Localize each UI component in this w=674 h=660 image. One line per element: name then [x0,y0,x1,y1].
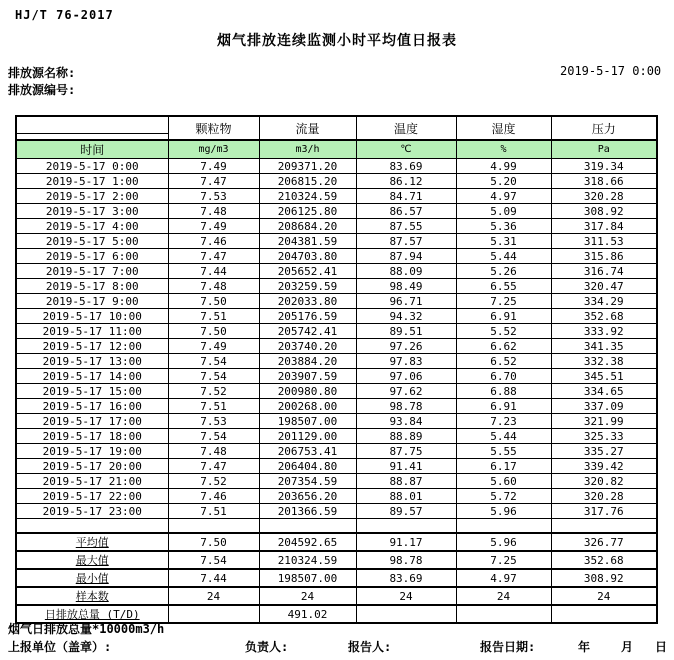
value-cell: 4.99 [456,159,551,174]
value-cell: 6.17 [456,459,551,474]
value-cell: 315.86 [551,249,657,264]
value-cell: 5.09 [456,204,551,219]
report-date-label: 报告日期: [480,640,536,654]
value-cell: 320.28 [551,189,657,204]
table-row [16,551,657,569]
year-label: 年 [578,640,591,654]
table-row [16,459,657,474]
time-cell: 2019-5-17 6:00 [16,249,168,264]
value-cell: 86.57 [356,204,456,219]
table-row [16,489,657,504]
value-cell: 325.33 [551,429,657,444]
value-cell: 204703.80 [259,249,356,264]
value-cell: 5.55 [456,444,551,459]
value-cell: 203656.20 [259,489,356,504]
value-cell: 201366.59 [259,504,356,519]
value-cell: 4.97 [456,189,551,204]
column-header-flow: 流量 [259,116,356,140]
value-cell: 84.71 [356,189,456,204]
table-row [16,279,657,294]
value-cell: 208684.20 [259,219,356,234]
value-cell: 7.23 [456,414,551,429]
table-unit-row [16,140,657,159]
value-cell: 203884.20 [259,354,356,369]
time-cell: 2019-5-17 9:00 [16,294,168,309]
time-cell: 2019-5-17 1:00 [16,174,168,189]
value-cell: 5.44 [456,249,551,264]
value-cell: 352.68 [551,551,657,569]
table-row [16,219,657,234]
empty-cell [259,519,356,534]
value-cell: 97.62 [356,384,456,399]
value-cell: 4.97 [456,569,551,587]
reporter-label: 报告人: [348,640,392,654]
value-cell: 7.51 [168,504,259,519]
table-row [16,249,657,264]
table-row [16,309,657,324]
value-cell: 24 [456,587,551,605]
value-cell: 97.83 [356,354,456,369]
summary-label-cell: 样本数 [16,587,168,605]
table-row [16,533,657,551]
empty-cell [456,519,551,534]
value-cell: 89.57 [356,504,456,519]
value-cell [168,605,259,623]
table-row [16,189,657,204]
column-header-pressure: 压力 [551,116,657,140]
value-cell: 7.48 [168,279,259,294]
value-cell: 7.47 [168,174,259,189]
unit-humidity: % [456,140,551,159]
value-cell: 87.57 [356,234,456,249]
time-cell: 2019-5-17 21:00 [16,474,168,489]
report-table [15,115,658,624]
value-cell: 206753.41 [259,444,356,459]
value-cell: 6.91 [456,399,551,414]
time-cell: 2019-5-17 22:00 [16,489,168,504]
time-cell: 2019-5-17 19:00 [16,444,168,459]
value-cell: 203259.59 [259,279,356,294]
table-row [16,174,657,189]
table-row [16,234,657,249]
value-cell: 205742.41 [259,324,356,339]
value-cell: 7.49 [168,159,259,174]
value-cell: 204592.65 [259,533,356,551]
value-cell: 87.75 [356,444,456,459]
value-cell: 352.68 [551,309,657,324]
value-cell [551,605,657,623]
value-cell: 334.29 [551,294,657,309]
table-row [16,264,657,279]
value-cell: 6.91 [456,309,551,324]
time-cell: 2019-5-17 15:00 [16,384,168,399]
value-cell: 198507.00 [259,569,356,587]
value-cell: 6.55 [456,279,551,294]
value-cell: 87.55 [356,219,456,234]
value-cell: 5.36 [456,219,551,234]
value-cell: 200268.00 [259,399,356,414]
value-cell: 5.96 [456,504,551,519]
time-cell: 2019-5-17 20:00 [16,459,168,474]
value-cell: 320.82 [551,474,657,489]
data-rows [16,159,657,519]
value-cell: 345.51 [551,369,657,384]
table-row [16,204,657,219]
value-cell: 202033.80 [259,294,356,309]
time-cell: 2019-5-17 7:00 [16,264,168,279]
table-row [16,369,657,384]
page-title: 烟气排放连续监测小时平均值日报表 [217,33,457,49]
value-cell: 87.94 [356,249,456,264]
value-cell: 6.62 [456,339,551,354]
value-cell: 24 [356,587,456,605]
empty-cell [168,519,259,534]
value-cell: 491.02 [259,605,356,623]
value-cell: 5.20 [456,174,551,189]
value-cell: 205652.41 [259,264,356,279]
summary-label-cell: 最小值 [16,569,168,587]
value-cell: 94.32 [356,309,456,324]
value-cell: 7.54 [168,354,259,369]
time-cell: 2019-5-17 4:00 [16,219,168,234]
table-row [16,294,657,309]
value-cell: 209371.20 [259,159,356,174]
corner-divider [17,122,168,134]
value-cell: 320.47 [551,279,657,294]
value-cell: 332.38 [551,354,657,369]
table-row [16,414,657,429]
value-cell: 5.31 [456,234,551,249]
time-cell: 2019-5-17 0:00 [16,159,168,174]
table-row [16,399,657,414]
value-cell: 96.71 [356,294,456,309]
value-cell: 311.53 [551,234,657,249]
corner-cell [16,116,168,140]
value-cell: 97.26 [356,339,456,354]
value-cell: 7.25 [456,294,551,309]
value-cell: 88.01 [356,489,456,504]
value-cell: 7.49 [168,339,259,354]
table-row [16,159,657,174]
table-row [16,444,657,459]
value-cell: 334.65 [551,384,657,399]
month-label: 月 [621,640,634,654]
value-cell: 7.44 [168,264,259,279]
value-cell: 7.50 [168,294,259,309]
column-header-particulate: 颗粒物 [168,116,259,140]
value-cell: 83.69 [356,569,456,587]
value-cell: 89.51 [356,324,456,339]
spacer-row [16,519,657,534]
value-cell: 6.88 [456,384,551,399]
summary-label-cell: 平均值 [16,533,168,551]
value-cell: 6.52 [456,354,551,369]
value-cell: 335.27 [551,444,657,459]
value-cell: 7.50 [168,533,259,551]
column-header-humidity: 湿度 [456,116,551,140]
value-cell: 207354.59 [259,474,356,489]
responsible-label: 负责人: [245,640,289,654]
value-cell: 7.53 [168,189,259,204]
value-cell: 320.28 [551,489,657,504]
value-cell: 206404.80 [259,459,356,474]
value-cell: 5.26 [456,264,551,279]
unit-temperature: ℃ [356,140,456,159]
reporting-unit-label: 上报单位（盖章）: [8,640,112,654]
value-cell: 7.25 [456,551,551,569]
value-cell: 204381.59 [259,234,356,249]
value-cell: 316.74 [551,264,657,279]
value-cell: 7.50 [168,324,259,339]
value-cell: 205176.59 [259,309,356,324]
value-cell: 7.48 [168,204,259,219]
time-cell: 2019-5-17 12:00 [16,339,168,354]
time-header: 时间 [16,140,168,159]
value-cell: 7.47 [168,459,259,474]
value-cell: 7.54 [168,369,259,384]
value-cell: 91.17 [356,533,456,551]
value-cell: 198507.00 [259,414,356,429]
value-cell: 98.78 [356,399,456,414]
value-cell: 7.46 [168,489,259,504]
value-cell: 206815.20 [259,174,356,189]
value-cell [456,605,551,623]
value-cell: 308.92 [551,204,657,219]
time-cell: 2019-5-17 23:00 [16,504,168,519]
value-cell: 317.84 [551,219,657,234]
value-cell: 7.54 [168,429,259,444]
value-cell: 210324.59 [259,551,356,569]
empty-cell [356,519,456,534]
value-cell: 308.92 [551,569,657,587]
report-datetime: 2019-5-17 0:00 [560,64,662,78]
value-cell: 210324.59 [259,189,356,204]
time-cell: 2019-5-17 18:00 [16,429,168,444]
table-row [16,354,657,369]
value-cell: 24 [168,587,259,605]
time-cell: 2019-5-17 3:00 [16,204,168,219]
value-cell: 88.89 [356,429,456,444]
value-cell: 7.47 [168,249,259,264]
value-cell: 5.44 [456,429,551,444]
value-cell: 321.99 [551,414,657,429]
value-cell: 7.52 [168,474,259,489]
value-cell: 7.49 [168,219,259,234]
value-cell: 7.46 [168,234,259,249]
value-cell: 86.12 [356,174,456,189]
time-cell: 2019-5-17 8:00 [16,279,168,294]
value-cell: 98.49 [356,279,456,294]
standard-code: HJ/T 76-2017 [15,8,114,22]
table-row [16,339,657,354]
spacer-section [16,519,657,534]
summary-label-cell: 日排放总量 (T/D) [16,605,168,623]
value-cell: 24 [259,587,356,605]
table-row [16,474,657,489]
summary-label-cell: 最大值 [16,551,168,569]
value-cell: 97.06 [356,369,456,384]
summary-rows [16,533,657,623]
time-cell: 2019-5-17 17:00 [16,414,168,429]
value-cell: 5.72 [456,489,551,504]
value-cell: 7.51 [168,309,259,324]
time-cell: 2019-5-17 10:00 [16,309,168,324]
time-cell: 2019-5-17 16:00 [16,399,168,414]
value-cell: 7.48 [168,444,259,459]
time-cell: 2019-5-17 14:00 [16,369,168,384]
value-cell: 93.84 [356,414,456,429]
column-header-temperature: 温度 [356,116,456,140]
unit-flow: m3/h [259,140,356,159]
unit-particulate: mg/m3 [168,140,259,159]
value-cell: 7.44 [168,569,259,587]
footer-note: 烟气日排放总量*10000m3/h [8,622,165,636]
time-cell: 2019-5-17 2:00 [16,189,168,204]
table-row [16,384,657,399]
value-cell: 200980.80 [259,384,356,399]
table-row [16,504,657,519]
value-cell: 5.52 [456,324,551,339]
value-cell: 7.53 [168,414,259,429]
value-cell: 88.87 [356,474,456,489]
table-row [16,569,657,587]
empty-cell [551,519,657,534]
value-cell: 206125.80 [259,204,356,219]
value-cell: 7.52 [168,384,259,399]
time-cell: 2019-5-17 5:00 [16,234,168,249]
value-cell: 319.34 [551,159,657,174]
value-cell: 203740.20 [259,339,356,354]
value-cell: 333.92 [551,324,657,339]
value-cell: 83.69 [356,159,456,174]
value-cell: 339.42 [551,459,657,474]
value-cell: 5.60 [456,474,551,489]
value-cell: 5.96 [456,533,551,551]
value-cell: 337.09 [551,399,657,414]
value-cell: 7.54 [168,551,259,569]
value-cell: 201129.00 [259,429,356,444]
table-row [16,324,657,339]
value-cell: 326.77 [551,533,657,551]
value-cell: 341.35 [551,339,657,354]
time-cell: 2019-5-17 13:00 [16,354,168,369]
empty-cell [16,519,168,534]
value-cell: 88.09 [356,264,456,279]
table-row [16,429,657,444]
value-cell: 91.41 [356,459,456,474]
source-name-label: 排放源名称: [8,66,76,80]
unit-pressure: Pa [551,140,657,159]
value-cell: 24 [551,587,657,605]
value-cell [356,605,456,623]
value-cell: 318.66 [551,174,657,189]
value-cell: 6.70 [456,369,551,384]
value-cell: 98.78 [356,551,456,569]
time-cell: 2019-5-17 11:00 [16,324,168,339]
value-cell: 203907.59 [259,369,356,384]
source-id-label: 排放源编号: [8,83,76,97]
value-cell: 317.76 [551,504,657,519]
table-row [16,587,657,605]
table-header-row [16,116,657,140]
value-cell: 7.51 [168,399,259,414]
day-label: 日 [655,640,668,654]
